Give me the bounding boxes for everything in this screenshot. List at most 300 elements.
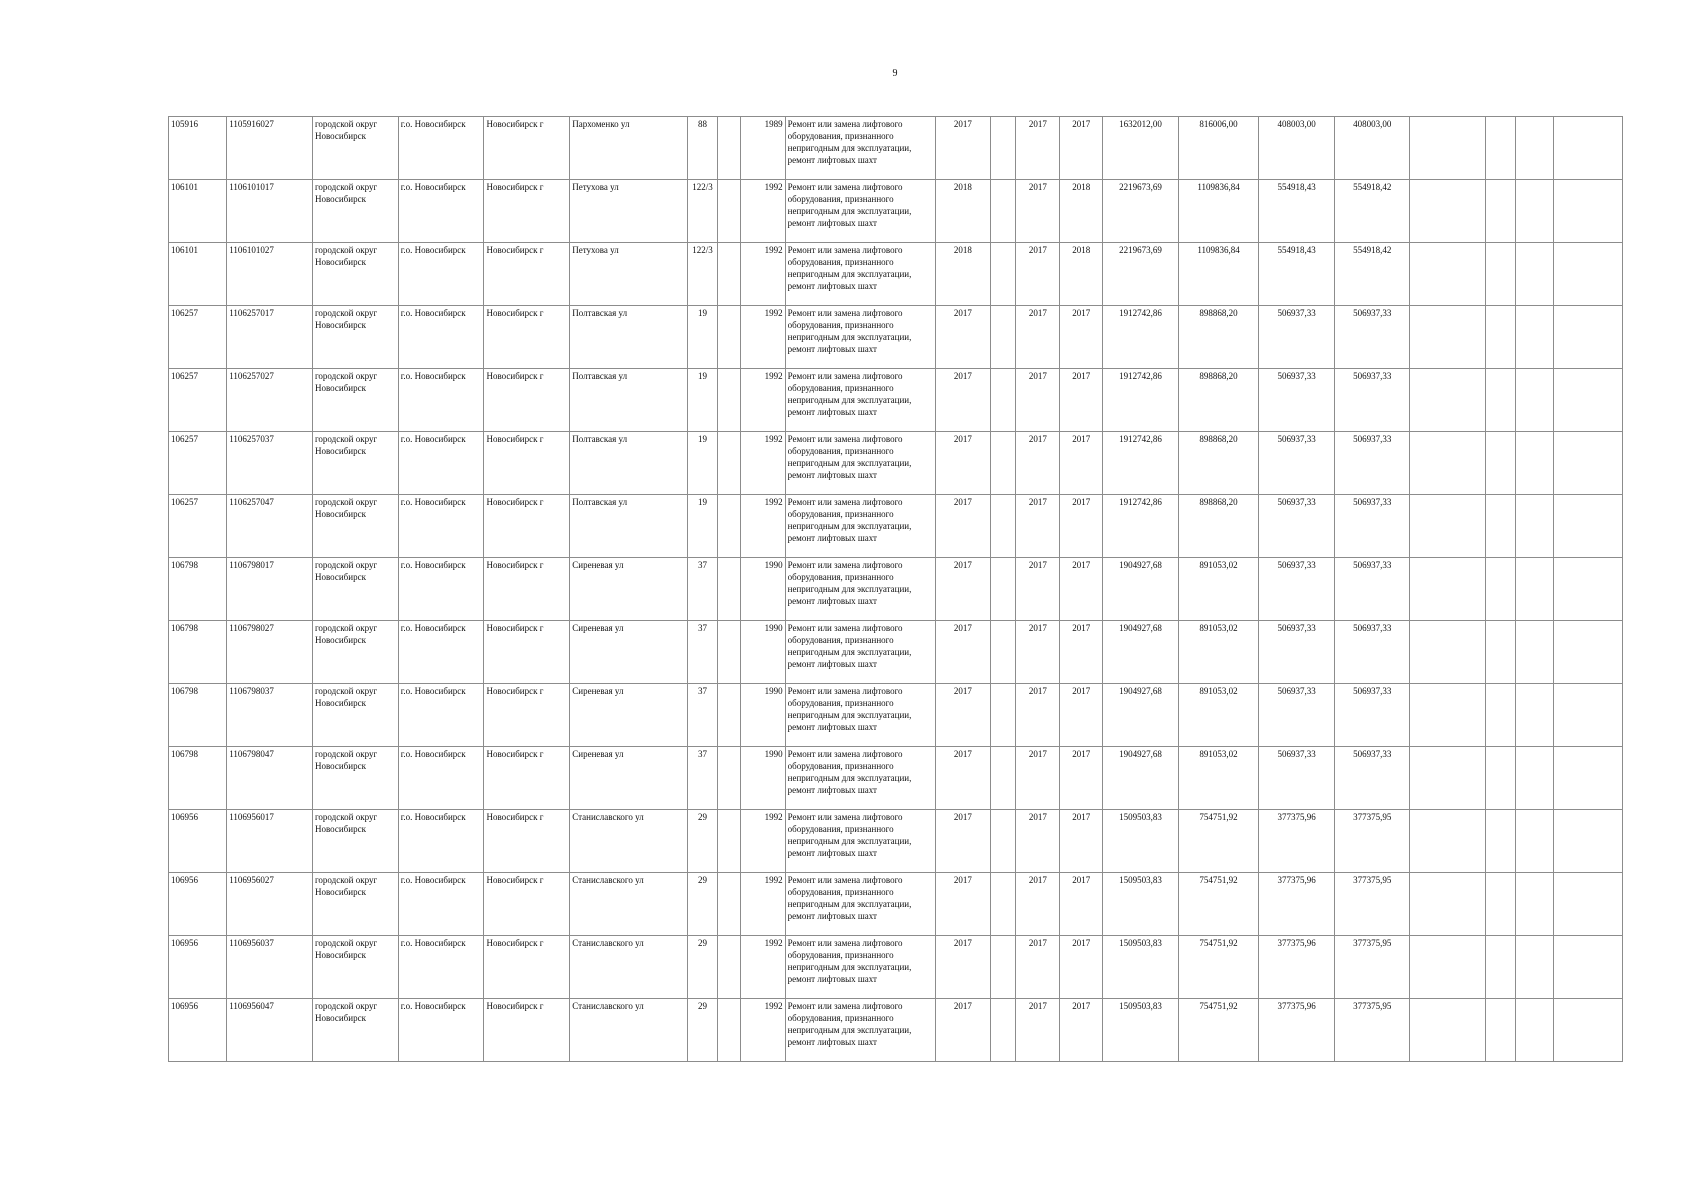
cell-empty [1515, 747, 1554, 810]
cell-end-year: 2017 [1060, 369, 1103, 432]
cell-start-year: 2017 [1016, 936, 1060, 999]
cell-street: Петухова ул [570, 180, 687, 243]
cell-empty [1515, 558, 1554, 621]
cell-work: Ремонт или замена лифтового оборудования, признанного непригодным для эксплуатации, ремонт лифтовых шахт [785, 432, 935, 495]
cell-fund: 891053,02 [1178, 684, 1259, 747]
cell-fund: 754751,92 [1178, 999, 1259, 1062]
cell-code: 105916 [169, 117, 227, 180]
cell-street: Сиреневая ул [570, 621, 687, 684]
cell-empty [1410, 432, 1486, 495]
cell-street: Полтавская ул [570, 495, 687, 558]
cell-year-built: 1992 [740, 810, 785, 873]
cell-plan-year: 2017 [935, 684, 990, 747]
cell-city: Новосибирск г [484, 810, 570, 873]
cell-end-year: 2017 [1060, 684, 1103, 747]
cell-okrug: городской округ Новосибирск [312, 936, 398, 999]
cell-empty [1554, 117, 1623, 180]
cell-empty [718, 999, 740, 1062]
cell-go: г.о. Новосибирск [398, 873, 484, 936]
cell-year-built: 1992 [740, 180, 785, 243]
cell-empty [1554, 999, 1623, 1062]
cell-region: 506937,33 [1259, 495, 1335, 558]
cell-id: 1106798037 [227, 684, 313, 747]
cell-empty [1515, 306, 1554, 369]
cell-id: 1106257037 [227, 432, 313, 495]
cell-local: 506937,33 [1334, 621, 1410, 684]
cell-street: Станиславского ул [570, 999, 687, 1062]
cell-id: 1106956037 [227, 936, 313, 999]
cell-total: 1632012,00 [1103, 117, 1179, 180]
cell-start-year: 2017 [1016, 747, 1060, 810]
cell-start-year: 2017 [1016, 243, 1060, 306]
cell-start-year: 2017 [1016, 621, 1060, 684]
cell-okrug: городской округ Новосибирск [312, 999, 398, 1062]
cell-year-built: 1992 [740, 873, 785, 936]
cell-end-year: 2017 [1060, 117, 1103, 180]
cell-empty [1515, 684, 1554, 747]
cell-fund: 898868,20 [1178, 306, 1259, 369]
cell-empty [1515, 243, 1554, 306]
cell-empty [1486, 558, 1516, 621]
cell-empty [1410, 180, 1486, 243]
cell-plan-year: 2017 [935, 558, 990, 621]
cell-end-year: 2018 [1060, 180, 1103, 243]
cell-street: Станиславского ул [570, 936, 687, 999]
cell-fund: 898868,20 [1178, 369, 1259, 432]
cell-end-year: 2017 [1060, 558, 1103, 621]
cell-code: 106956 [169, 936, 227, 999]
cell-code: 106798 [169, 684, 227, 747]
cell-empty [990, 180, 1016, 243]
cell-go: г.о. Новосибирск [398, 558, 484, 621]
cell-okrug: городской округ Новосибирск [312, 306, 398, 369]
cell-go: г.о. Новосибирск [398, 243, 484, 306]
cell-street: Пархоменко ул [570, 117, 687, 180]
cell-empty [1515, 810, 1554, 873]
capital-repair-table [168, 116, 1623, 1062]
cell-street: Станиславского ул [570, 810, 687, 873]
cell-end-year: 2017 [1060, 495, 1103, 558]
cell-local: 408003,00 [1334, 117, 1410, 180]
cell-empty [1515, 369, 1554, 432]
cell-id: 1106956027 [227, 873, 313, 936]
cell-work: Ремонт или замена лифтового оборудования, признанного непригодным для эксплуатации, ремонт лифтовых шахт [785, 306, 935, 369]
cell-empty [1486, 936, 1516, 999]
cell-empty [1554, 684, 1623, 747]
cell-code: 106257 [169, 306, 227, 369]
cell-okrug: городской округ Новосибирск [312, 747, 398, 810]
cell-year-built: 1992 [740, 495, 785, 558]
cell-year-built: 1990 [740, 747, 785, 810]
cell-okrug: городской округ Новосибирск [312, 180, 398, 243]
cell-year-built: 1992 [740, 432, 785, 495]
cell-empty [1486, 495, 1516, 558]
table-row [169, 936, 1623, 999]
cell-total: 1509503,83 [1103, 810, 1179, 873]
cell-okrug: городской округ Новосибирск [312, 873, 398, 936]
cell-fund: 754751,92 [1178, 936, 1259, 999]
table-row [169, 810, 1623, 873]
cell-empty [718, 180, 740, 243]
cell-empty [1554, 810, 1623, 873]
cell-year-built: 1990 [740, 621, 785, 684]
cell-work: Ремонт или замена лифтового оборудования, признанного непригодным для эксплуатации, ремонт лифтовых шахт [785, 999, 935, 1062]
cell-region: 506937,33 [1259, 306, 1335, 369]
cell-code: 106798 [169, 747, 227, 810]
cell-id: 1105916027 [227, 117, 313, 180]
cell-local: 506937,33 [1334, 558, 1410, 621]
cell-id: 1106956017 [227, 810, 313, 873]
cell-region: 408003,00 [1259, 117, 1335, 180]
cell-empty [1410, 621, 1486, 684]
cell-empty [1554, 369, 1623, 432]
cell-go: г.о. Новосибирск [398, 936, 484, 999]
cell-empty [1515, 495, 1554, 558]
cell-go: г.о. Новосибирск [398, 999, 484, 1062]
table-body [169, 117, 1623, 1062]
cell-total: 1509503,83 [1103, 999, 1179, 1062]
cell-go: г.о. Новосибирск [398, 306, 484, 369]
table-row [169, 684, 1623, 747]
cell-go: г.о. Новосибирск [398, 621, 484, 684]
cell-empty [990, 873, 1016, 936]
cell-plan-year: 2017 [935, 369, 990, 432]
cell-empty [1410, 243, 1486, 306]
cell-street: Полтавская ул [570, 369, 687, 432]
cell-work: Ремонт или замена лифтового оборудования, признанного непригодным для эксплуатации, ремонт лифтовых шахт [785, 621, 935, 684]
cell-empty [1486, 621, 1516, 684]
cell-code: 106101 [169, 180, 227, 243]
cell-region: 377375,96 [1259, 810, 1335, 873]
cell-city: Новосибирск г [484, 495, 570, 558]
cell-end-year: 2017 [1060, 747, 1103, 810]
cell-go: г.о. Новосибирск [398, 180, 484, 243]
cell-plan-year: 2017 [935, 999, 990, 1062]
cell-go: г.о. Новосибирск [398, 432, 484, 495]
cell-empty [1410, 117, 1486, 180]
cell-region: 377375,96 [1259, 873, 1335, 936]
cell-local: 506937,33 [1334, 432, 1410, 495]
cell-city: Новосибирск г [484, 999, 570, 1062]
cell-start-year: 2017 [1016, 810, 1060, 873]
table-row [169, 432, 1623, 495]
cell-empty [1554, 432, 1623, 495]
cell-work: Ремонт или замена лифтового оборудования, признанного непригодным для эксплуатации, ремонт лифтовых шахт [785, 936, 935, 999]
cell-empty [718, 243, 740, 306]
cell-empty [1554, 936, 1623, 999]
cell-region: 506937,33 [1259, 558, 1335, 621]
cell-city: Новосибирск г [484, 684, 570, 747]
cell-code: 106257 [169, 495, 227, 558]
cell-region: 506937,33 [1259, 621, 1335, 684]
cell-house: 29 [687, 810, 718, 873]
cell-empty [1410, 810, 1486, 873]
cell-total: 1912742,86 [1103, 432, 1179, 495]
cell-street: Станиславского ул [570, 873, 687, 936]
cell-fund: 816006,00 [1178, 117, 1259, 180]
cell-empty [1515, 621, 1554, 684]
cell-local: 377375,95 [1334, 936, 1410, 999]
cell-start-year: 2017 [1016, 999, 1060, 1062]
cell-city: Новосибирск г [484, 621, 570, 684]
cell-empty [990, 684, 1016, 747]
cell-id: 1106257047 [227, 495, 313, 558]
cell-okrug: городской округ Новосибирск [312, 432, 398, 495]
cell-id: 1106257027 [227, 369, 313, 432]
cell-okrug: городской округ Новосибирск [312, 117, 398, 180]
cell-start-year: 2017 [1016, 873, 1060, 936]
cell-total: 1509503,83 [1103, 936, 1179, 999]
cell-local: 377375,95 [1334, 873, 1410, 936]
cell-work: Ремонт или замена лифтового оборудования, признанного непригодным для эксплуатации, ремонт лифтовых шахт [785, 747, 935, 810]
cell-code: 106798 [169, 621, 227, 684]
cell-work: Ремонт или замена лифтового оборудования, признанного непригодным для эксплуатации, ремонт лифтовых шахт [785, 495, 935, 558]
cell-okrug: городской округ Новосибирск [312, 243, 398, 306]
cell-house: 122/3 [687, 243, 718, 306]
cell-empty [1515, 432, 1554, 495]
cell-region: 506937,33 [1259, 747, 1335, 810]
cell-empty [1486, 684, 1516, 747]
cell-total: 2219673,69 [1103, 180, 1179, 243]
cell-city: Новосибирск г [484, 369, 570, 432]
cell-okrug: городской округ Новосибирск [312, 495, 398, 558]
cell-street: Полтавская ул [570, 432, 687, 495]
page-number: 9 [892, 68, 898, 79]
table-row [169, 495, 1623, 558]
cell-house: 19 [687, 432, 718, 495]
cell-start-year: 2017 [1016, 684, 1060, 747]
cell-empty [1515, 180, 1554, 243]
cell-empty [1554, 621, 1623, 684]
table-row [169, 180, 1623, 243]
cell-fund: 1109836,84 [1178, 180, 1259, 243]
cell-city: Новосибирск г [484, 180, 570, 243]
cell-id: 1106101027 [227, 243, 313, 306]
table-row [169, 747, 1623, 810]
cell-city: Новосибирск г [484, 747, 570, 810]
cell-house: 37 [687, 558, 718, 621]
cell-local: 506937,33 [1334, 495, 1410, 558]
cell-code: 106956 [169, 810, 227, 873]
cell-region: 506937,33 [1259, 432, 1335, 495]
cell-total: 1904927,68 [1103, 558, 1179, 621]
cell-empty [990, 117, 1016, 180]
cell-id: 1106101017 [227, 180, 313, 243]
cell-start-year: 2017 [1016, 369, 1060, 432]
cell-end-year: 2017 [1060, 306, 1103, 369]
cell-empty [718, 810, 740, 873]
cell-okrug: городской округ Новосибирск [312, 369, 398, 432]
cell-year-built: 1989 [740, 117, 785, 180]
cell-code: 106956 [169, 999, 227, 1062]
cell-house: 37 [687, 621, 718, 684]
cell-total: 1904927,68 [1103, 747, 1179, 810]
cell-empty [1486, 873, 1516, 936]
cell-total: 1912742,86 [1103, 306, 1179, 369]
cell-work: Ремонт или замена лифтового оборудования, признанного непригодным для эксплуатации, ремонт лифтовых шахт [785, 684, 935, 747]
cell-empty [1410, 495, 1486, 558]
cell-code: 106798 [169, 558, 227, 621]
cell-empty [990, 810, 1016, 873]
cell-house: 19 [687, 495, 718, 558]
cell-empty [1486, 117, 1516, 180]
cell-empty [1410, 936, 1486, 999]
cell-house: 37 [687, 747, 718, 810]
cell-go: г.о. Новосибирск [398, 117, 484, 180]
cell-work: Ремонт или замена лифтового оборудования, признанного непригодным для эксплуатации, ремонт лифтовых шахт [785, 810, 935, 873]
cell-street: Сиреневая ул [570, 558, 687, 621]
cell-empty [1486, 432, 1516, 495]
cell-empty [1515, 117, 1554, 180]
cell-plan-year: 2017 [935, 873, 990, 936]
cell-work: Ремонт или замена лифтового оборудования, признанного непригодным для эксплуатации, ремонт лифтовых шахт [785, 558, 935, 621]
cell-start-year: 2017 [1016, 558, 1060, 621]
cell-city: Новосибирск г [484, 936, 570, 999]
cell-empty [1515, 999, 1554, 1062]
cell-street: Сиреневая ул [570, 747, 687, 810]
cell-empty [990, 495, 1016, 558]
cell-go: г.о. Новосибирск [398, 684, 484, 747]
cell-plan-year: 2017 [935, 747, 990, 810]
cell-street: Петухова ул [570, 243, 687, 306]
cell-city: Новосибирск г [484, 117, 570, 180]
cell-work: Ремонт или замена лифтового оборудования, признанного непригодным для эксплуатации, ремонт лифтовых шахт [785, 117, 935, 180]
cell-year-built: 1990 [740, 684, 785, 747]
cell-fund: 754751,92 [1178, 873, 1259, 936]
cell-empty [718, 117, 740, 180]
cell-total: 1912742,86 [1103, 369, 1179, 432]
cell-work: Ремонт или замена лифтового оборудования, признанного непригодным для эксплуатации, ремонт лифтовых шахт [785, 180, 935, 243]
cell-plan-year: 2017 [935, 495, 990, 558]
cell-region: 377375,96 [1259, 936, 1335, 999]
cell-empty [1486, 810, 1516, 873]
cell-region: 506937,33 [1259, 369, 1335, 432]
cell-id: 1106798047 [227, 747, 313, 810]
cell-local: 377375,95 [1334, 999, 1410, 1062]
cell-okrug: городской округ Новосибирск [312, 558, 398, 621]
cell-year-built: 1992 [740, 999, 785, 1062]
cell-city: Новосибирск г [484, 243, 570, 306]
cell-end-year: 2017 [1060, 810, 1103, 873]
cell-plan-year: 2018 [935, 180, 990, 243]
cell-empty [718, 432, 740, 495]
cell-empty [1554, 747, 1623, 810]
cell-street: Полтавская ул [570, 306, 687, 369]
cell-empty [1486, 999, 1516, 1062]
cell-empty [990, 747, 1016, 810]
cell-start-year: 2017 [1016, 432, 1060, 495]
cell-end-year: 2017 [1060, 432, 1103, 495]
cell-empty [990, 558, 1016, 621]
cell-year-built: 1992 [740, 369, 785, 432]
cell-empty [1410, 747, 1486, 810]
cell-empty [990, 369, 1016, 432]
cell-plan-year: 2017 [935, 621, 990, 684]
cell-empty [718, 558, 740, 621]
cell-plan-year: 2017 [935, 810, 990, 873]
cell-empty [990, 621, 1016, 684]
cell-empty [990, 936, 1016, 999]
cell-okrug: городской округ Новосибирск [312, 621, 398, 684]
cell-empty [1554, 873, 1623, 936]
cell-empty [1554, 306, 1623, 369]
cell-end-year: 2017 [1060, 621, 1103, 684]
cell-code: 106257 [169, 432, 227, 495]
table-row [169, 306, 1623, 369]
cell-house: 88 [687, 117, 718, 180]
cell-empty [1554, 243, 1623, 306]
cell-work: Ремонт или замена лифтового оборудования, признанного непригодным для эксплуатации, ремонт лифтовых шахт [785, 873, 935, 936]
cell-total: 1904927,68 [1103, 621, 1179, 684]
cell-plan-year: 2017 [935, 306, 990, 369]
cell-local: 554918,42 [1334, 180, 1410, 243]
cell-empty [718, 621, 740, 684]
cell-empty [1410, 558, 1486, 621]
cell-empty [718, 747, 740, 810]
cell-house: 37 [687, 684, 718, 747]
cell-empty [1486, 180, 1516, 243]
cell-empty [1515, 873, 1554, 936]
cell-plan-year: 2017 [935, 936, 990, 999]
cell-house: 19 [687, 306, 718, 369]
cell-local: 377375,95 [1334, 810, 1410, 873]
cell-total: 1912742,86 [1103, 495, 1179, 558]
cell-empty [718, 495, 740, 558]
cell-total: 2219673,69 [1103, 243, 1179, 306]
cell-local: 506937,33 [1334, 747, 1410, 810]
cell-fund: 1109836,84 [1178, 243, 1259, 306]
cell-total: 1904927,68 [1103, 684, 1179, 747]
cell-year-built: 1990 [740, 558, 785, 621]
table-row [169, 873, 1623, 936]
cell-fund: 898868,20 [1178, 432, 1259, 495]
cell-city: Новосибирск г [484, 558, 570, 621]
cell-start-year: 2017 [1016, 306, 1060, 369]
cell-empty [718, 306, 740, 369]
cell-empty [718, 369, 740, 432]
cell-year-built: 1992 [740, 936, 785, 999]
cell-empty [1554, 558, 1623, 621]
cell-end-year: 2017 [1060, 936, 1103, 999]
cell-fund: 898868,20 [1178, 495, 1259, 558]
cell-region: 377375,96 [1259, 999, 1335, 1062]
cell-house: 19 [687, 369, 718, 432]
cell-empty [1515, 936, 1554, 999]
cell-empty [1410, 999, 1486, 1062]
cell-empty [1486, 243, 1516, 306]
cell-empty [990, 243, 1016, 306]
cell-region: 554918,43 [1259, 180, 1335, 243]
cell-fund: 891053,02 [1178, 621, 1259, 684]
cell-fund: 754751,92 [1178, 810, 1259, 873]
cell-start-year: 2017 [1016, 117, 1060, 180]
cell-empty [1554, 180, 1623, 243]
table-row [169, 558, 1623, 621]
cell-empty [1486, 369, 1516, 432]
cell-go: г.о. Новосибирск [398, 369, 484, 432]
cell-id: 1106798027 [227, 621, 313, 684]
cell-street: Сиреневая ул [570, 684, 687, 747]
cell-empty [718, 684, 740, 747]
cell-start-year: 2017 [1016, 495, 1060, 558]
table-row [169, 621, 1623, 684]
cell-empty [1486, 747, 1516, 810]
cell-code: 106101 [169, 243, 227, 306]
cell-year-built: 1992 [740, 306, 785, 369]
cell-plan-year: 2018 [935, 243, 990, 306]
cell-code: 106956 [169, 873, 227, 936]
cell-local: 506937,33 [1334, 306, 1410, 369]
